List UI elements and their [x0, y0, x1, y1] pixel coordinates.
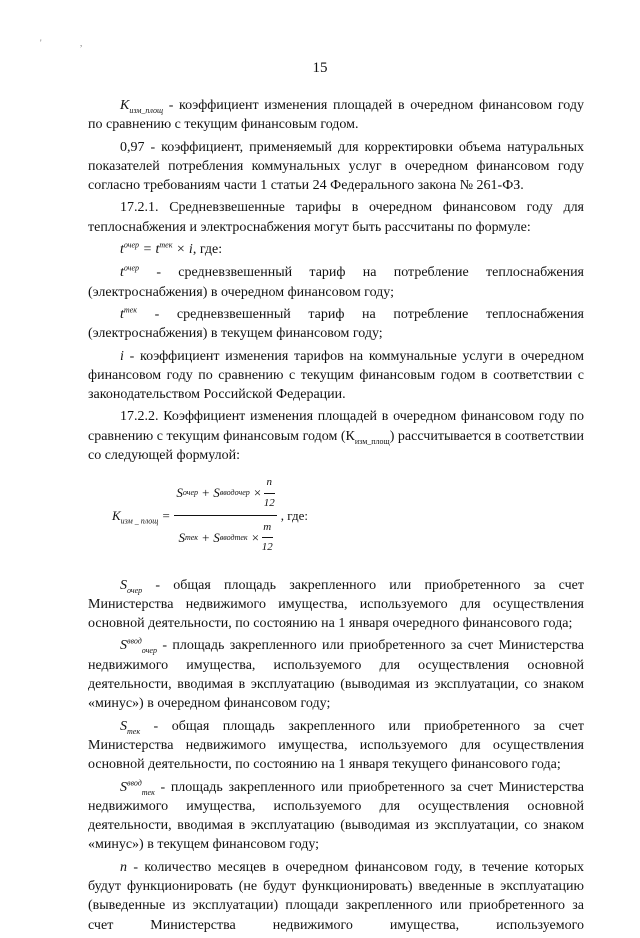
- paragraph-s-vvod-tek: $S^{ввод}_{тек}$ - площадь закрепленного или приобретенного за счет Министерства недвижимого имущества, используемого для осуществления основной деятельности, вводимая в эксплуатацию (выводимая из эксплуатации, со знаком «минус») в текущем финансовом году;: [88, 777, 584, 853]
- paragraph-17-2-1: 17.2.1. Средневзвешенные тарифы в очередном финансовом году для теплоснабжения и электроснабжения могут быть рассчитаны по формуле:: [88, 200, 584, 235]
- formula-area-coefficient: $K_{изм \_ площ}$ = S очер + S ввод очер × n 12 S тек + S ввод тек × m 12 , где:: [112, 471, 584, 559]
- scan-mark: ': [40, 38, 42, 48]
- paragraph-k-izm: $K_{изм\_площ}$ - коэффициент изменения площадей в очередном финансовом году по сравнению с текущим финансовым годом.: [88, 98, 584, 133]
- paragraph-t-tek: $t^{тек}$ - средневзвешенный тариф на потребление теплоснабжения (электроснабжения) в текущем финансовом году;: [88, 305, 584, 342]
- paragraph-t-ocher: $t^{очер}$ - средневзвешенный тариф на потребление теплоснабжения (электроснабжения) в очередном финансовом году;: [88, 263, 584, 300]
- scan-mark: ,: [80, 38, 83, 48]
- paragraph-17-2-2: 17.2.2. Коэффициент изменения площадей в очередном финансовом году по сравнению с текущим финансовым годом $(К_{изм\_площ})$ рассчитывается в соответствии со следующей формулой:: [88, 409, 585, 464]
- paragraph-s-vvod-ocher: $S^{ввод}_{очер}$ - площадь закрепленного или приобретенного за счет Министерства недвижимого имущества, используемого для осуществления основной деятельности, вводимая в эксплуатацию (выводимая из эксплуатации, со знаком «минус») в очередном финансовом году;: [88, 636, 584, 712]
- page-number: 15: [312, 60, 328, 76]
- paragraph-n: n - количество месяцев в очередном финансовом году, в течение которых будут функционировать (не будут функционировать) введенные в эксплуатацию (выведенные из эксплуатации) площади закрепленного или приобретенного за счет Министерства недвижимого имущества, используемого: [88, 859, 584, 933]
- paragraph-097: 0,97 - коэффициент, применяемый для корректировки объема натуральных показателей потребления коммунальных услуг в очередном финансовом году согласно требованиям части 1 статьи 24 Федерального закона № 261-ФЗ.: [88, 139, 584, 194]
- paragraph-s-tek: $S_{тек}$ - общая площадь закрепленного или приобретенного за счет Министерства недвижимого имущества, используемого для осуществления основной деятельности, по состоянию на 1 января текущего финансового года;: [88, 718, 584, 773]
- var-k: $K_{изм\_площ}$: [120, 98, 163, 115]
- paragraph-i: i - коэффициент изменения тарифов на коммунальные услуги в очередном финансовом году по сравнению с текущим финансовым годом в соответствии с законодательством Российской Федерации.: [88, 348, 584, 403]
- formula-fraction: S очер + S ввод очер × n 12 S тек + S ввод тек × m 12: [176, 476, 275, 554]
- body-text: [88, 96, 584, 938]
- formula-tariff: $t^{очер} = t^{тек} \times i$, где:: [120, 240, 223, 258]
- paragraph-s-ocher: $S_{очер}$ - общая площадь закрепленного или приобретенного за счет Министерства недвижимого имущества, используемого для осуществления основной деятельности, по состоянию на 1 января очередного финансового года;: [88, 577, 584, 632]
